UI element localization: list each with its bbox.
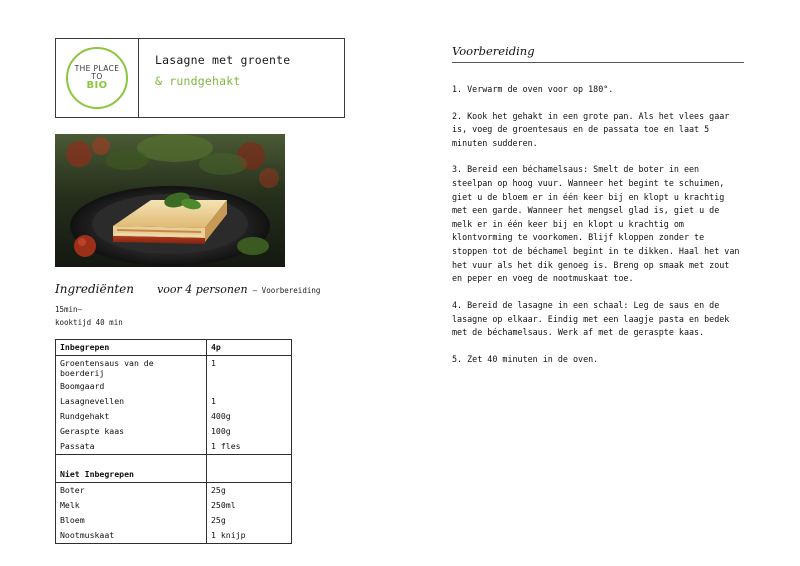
table-row — [56, 439, 292, 455]
cell-ingredient: Lasagnevellen — [56, 394, 207, 409]
preparation-step: 1. Verwarm de oven voor op 180°. — [452, 84, 614, 94]
ingredients-portions: voor 4 personen — [157, 283, 248, 296]
cell-quantity: 1 knijp — [207, 528, 292, 544]
ingredients-table — [55, 339, 292, 544]
col-header-not-included: Niet Inbegrepen — [56, 467, 207, 483]
logo-line-2: TO — [91, 71, 103, 81]
cell-ingredient: Melk — [56, 498, 207, 513]
cell-ingredient: Bloem — [56, 513, 207, 528]
preparation-step: 5. Zet 40 minuten in de oven. — [452, 353, 599, 364]
cell-quantity: 25g — [207, 483, 292, 499]
col-header-portions: 4p — [207, 340, 292, 356]
cell-ingredient: Passata — [56, 439, 207, 455]
preparation-step: 4. Bereid de lasagne in een schaal: Leg de saus en de lasagne op elkaar. Eindig met een laagje pasta en bedek met de béchamelsaus. Werk af met de geraspte kaas. — [452, 299, 730, 338]
logo-cell — [56, 39, 139, 117]
cell-quantity: 100g — [207, 424, 292, 439]
preparation-column — [452, 44, 744, 379]
cell-quantity — [207, 379, 292, 394]
cell-ingredient: Groentensaus van de boerderij — [56, 356, 207, 380]
recipe-title: Lasagne met groente — [155, 53, 291, 67]
table-row — [56, 394, 292, 409]
preparation-title: Voorbereiding — [452, 44, 744, 63]
cell-quantity: 1 fles — [207, 439, 292, 455]
cell-quantity: 1 — [207, 394, 292, 409]
cell-quantity: 25g — [207, 513, 292, 528]
ingredients-title: Ingrediënten — [55, 282, 134, 296]
ingredients-cook-time: kooktijd 40 min — [55, 318, 123, 327]
logo-line-1: THE PLACE — [74, 63, 120, 73]
table-header-not-included — [56, 467, 292, 483]
table-row — [56, 409, 292, 424]
col-header-ingredient: Inbegrepen — [56, 340, 207, 356]
recipe-subtitle: & rundgehakt — [155, 74, 241, 88]
logo-line-3: BIO — [86, 79, 108, 91]
table-row — [56, 424, 292, 439]
recipe-header-box — [55, 38, 345, 118]
cell-ingredient: Rundgehakt — [56, 409, 207, 424]
table-row — [56, 483, 292, 499]
cell-quantity: 400g — [207, 409, 292, 424]
preparation-steps — [452, 83, 744, 366]
cell-quantity: 1 — [207, 356, 292, 380]
table-row — [56, 513, 292, 528]
table-spacer-row — [56, 455, 292, 468]
cell-ingredient: Boomgaard — [56, 379, 207, 394]
ingredients-heading-line — [55, 278, 345, 327]
preparation-step: 3. Bereid een béchamelsaus: Smelt de boter in een steelpan op hoog vuur. Wanneer het begint te schuimen, giet u de bloem er in één keer bij en klopt u krachtig met een garde. Wanneer het mengsel glad is, giet u de melk er in één keer bij en klopt u krachtig om klontvorming te voorkomen. Blijf kloppen zonder te stoppen tot de béchamel begint in te dikken. Haal het van het vuur als het dik genoeg is. Breng op smaak met zout en peper en voeg de nootmuskaat toe. — [452, 164, 740, 284]
col-header-not-included-empty — [207, 467, 292, 483]
table-row — [56, 356, 292, 380]
preparation-step: 2. Kook het gehakt in een grote pan. Als het vlees gaar is, voeg de groentesaus en de passata toe en laat 5 minuten sudderen. — [452, 110, 730, 148]
ingredients-prep-time: – Voorbereiding 15min– — [55, 286, 321, 314]
table-row — [56, 498, 292, 513]
left-column — [55, 38, 345, 544]
cell-ingredient: Nootmuskaat — [56, 528, 207, 544]
table-row — [56, 379, 292, 394]
cell-ingredient: Boter — [56, 483, 207, 499]
lasagne-photo — [55, 134, 285, 267]
table-row — [56, 528, 292, 544]
cell-quantity: 250ml — [207, 498, 292, 513]
brand-logo-icon — [66, 47, 128, 109]
table-header-included — [56, 340, 292, 356]
cell-ingredient: Geraspte kaas — [56, 424, 207, 439]
title-cell — [139, 39, 344, 117]
